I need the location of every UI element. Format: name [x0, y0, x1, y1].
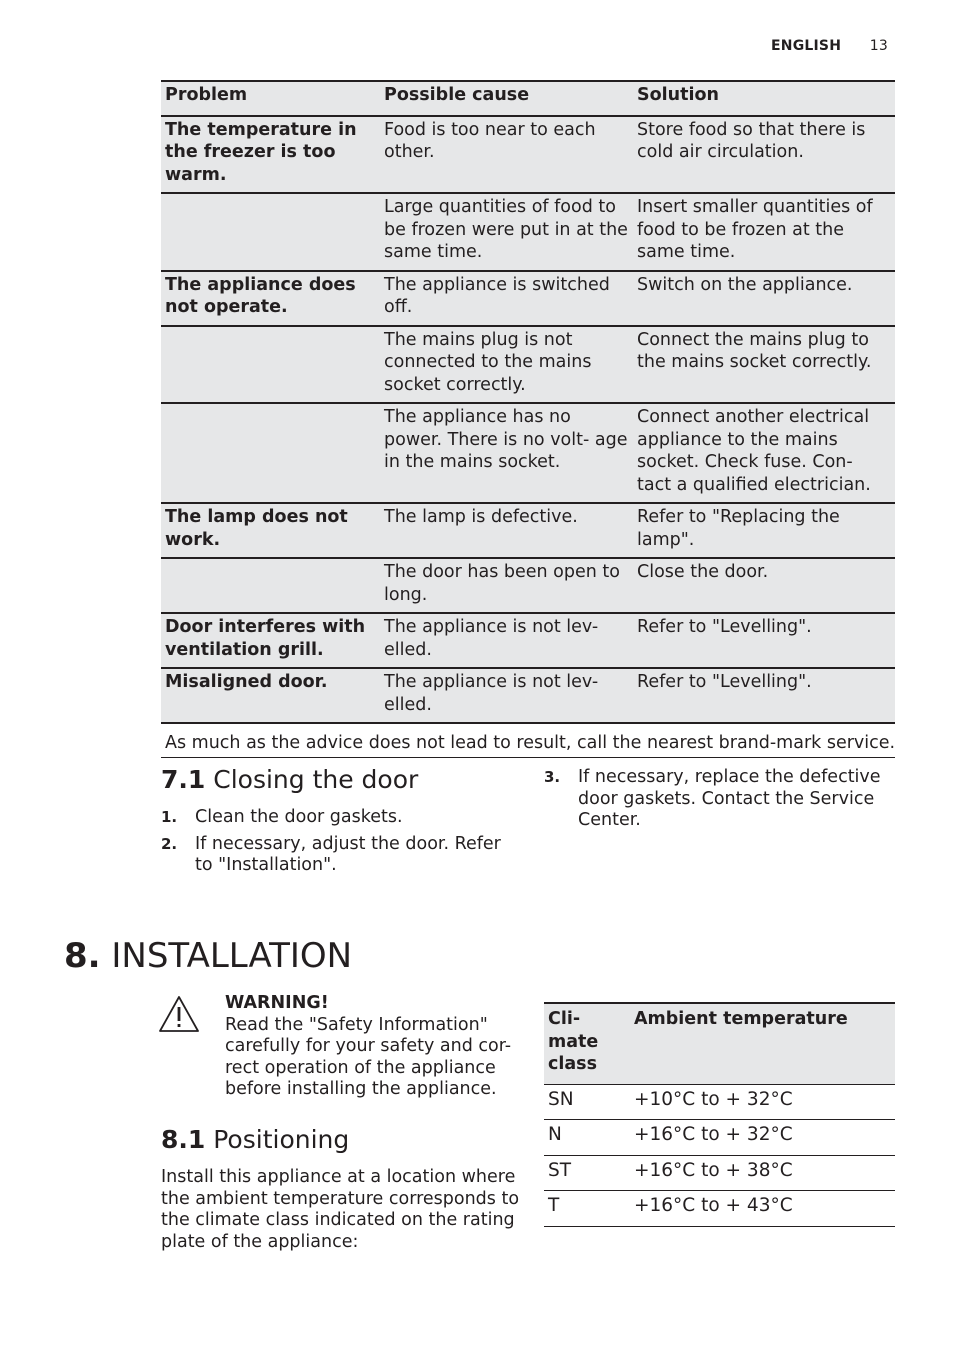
section-number: 8.1: [161, 1125, 206, 1154]
step-number: 1.: [161, 808, 178, 826]
steps-list-left: [161, 807, 501, 882]
temperature-cell: +16°C to + 38°C: [630, 1155, 895, 1191]
step-number: 2.: [161, 834, 178, 853]
climate-class-cell: ST: [544, 1155, 630, 1191]
chapter-title: INSTALLATION: [111, 936, 353, 976]
problem-cell: The lamp does not work.: [161, 503, 380, 558]
page-header: [771, 38, 888, 54]
list-item: [544, 767, 884, 832]
table-row: [161, 326, 895, 404]
header-ambient-temperature: Ambient temperature: [630, 1003, 895, 1084]
section-title: Positioning: [213, 1125, 350, 1154]
step-text: If necessary, replace the defective door gaskets. Contact the Service Center.: [578, 767, 881, 830]
climate-class-cell: T: [544, 1191, 630, 1227]
table-row: [544, 1120, 895, 1156]
cause-cell: The appliance has no power. There is no volt- age in the mains socket.: [380, 403, 633, 503]
temperature-cell: +10°C to + 32°C: [630, 1084, 895, 1120]
header-cause: Possible cause: [380, 81, 633, 116]
problem-cell: Misaligned door.: [161, 668, 380, 723]
table-row: [544, 1191, 895, 1227]
service-note: As much as the advice does not lead to result, call the nearest brand-mark service.: [161, 729, 895, 758]
cause-cell: Large quantities of food to be frozen were put in at the same time.: [380, 193, 633, 271]
positioning-text: Install this appliance at a location where the ambient temperature corresponds to the climate class indicated on the rating plate of the appliance:: [161, 1167, 520, 1252]
cause-cell: The mains plug is not connected to the mains socket correctly.: [380, 326, 633, 404]
table-header-row: [161, 81, 895, 116]
climate-class-cell: SN: [544, 1084, 630, 1120]
language-label: ENGLISH: [771, 38, 842, 54]
problem-cell: [161, 403, 380, 503]
cause-cell: The appliance is switched off.: [380, 271, 633, 326]
temperature-cell: +16°C to + 43°C: [630, 1191, 895, 1227]
problem-cell: The appliance does not operate.: [161, 271, 380, 326]
solution-cell: Connect the mains plug to the mains socket correctly.: [633, 326, 895, 404]
table-row: [161, 503, 895, 558]
section-8-1-heading: [161, 1125, 349, 1154]
table-row: [161, 271, 895, 326]
section-7-1-heading: [161, 765, 418, 794]
solution-cell: Refer to "Levelling".: [633, 613, 895, 668]
cause-cell: The appliance is not lev- elled.: [380, 668, 633, 723]
warning-text: Read the "Safety Information" carefully for your safety and cor- rect operation of the appliance before installing the appliance.: [225, 1014, 512, 1099]
troubleshooting-table: [161, 80, 895, 724]
problem-cell: [161, 326, 380, 404]
chapter-heading: [64, 936, 352, 976]
warning-title: WARNING!: [225, 993, 329, 1013]
cause-cell: Food is too near to each other.: [380, 116, 633, 194]
steps-list-right: [544, 767, 884, 837]
temperature-cell: +16°C to + 32°C: [630, 1120, 895, 1156]
warning-box: [225, 993, 525, 1101]
list-item: [161, 834, 501, 877]
solution-cell: Connect another electrical appliance to the mains socket. Check fuse. Con- tact a qualified electrician.: [633, 403, 895, 503]
table-row: [161, 193, 895, 271]
chapter-number: 8.: [64, 936, 101, 976]
header-climate-class: Cli- mate class: [544, 1003, 630, 1084]
table-row: [161, 558, 895, 613]
section-number: 7.1: [161, 765, 206, 794]
header-problem: Problem: [161, 81, 380, 116]
problem-cell: Door interferes with ventilation grill.: [161, 613, 380, 668]
solution-cell: Insert smaller quantities of food to be frozen at the same time.: [633, 193, 895, 271]
cause-cell: The appliance is not lev- elled.: [380, 613, 633, 668]
problem-cell: [161, 193, 380, 271]
solution-cell: Switch on the appliance.: [633, 271, 895, 326]
table-row: [161, 116, 895, 194]
list-item: [161, 807, 501, 829]
solution-cell: Refer to "Levelling".: [633, 668, 895, 723]
climate-class-table: [544, 1002, 895, 1227]
warning-triangle-icon: [158, 995, 200, 1033]
table-row: [161, 403, 895, 503]
page-number: 13: [869, 38, 888, 54]
table-row: [161, 668, 895, 723]
table-row: [544, 1084, 895, 1120]
step-text: If necessary, adjust the door. Refer to "Installation".: [195, 833, 501, 875]
solution-cell: Refer to "Replacing the lamp".: [633, 503, 895, 558]
problem-cell: [161, 558, 380, 613]
problem-cell: The temperature in the freezer is too warm.: [161, 116, 380, 194]
climate-class-cell: N: [544, 1120, 630, 1156]
table-row: [161, 613, 895, 668]
header-solution: Solution: [633, 81, 895, 116]
step-text: Clean the door gaskets.: [195, 807, 403, 827]
table-row: [544, 1155, 895, 1191]
step-number: 3.: [544, 768, 561, 786]
cause-cell: The lamp is defective.: [380, 503, 633, 558]
solution-cell: Store food so that there is cold air circulation.: [633, 116, 895, 194]
table-header-row: [544, 1003, 895, 1084]
section-title: Closing the door: [213, 765, 419, 794]
cause-cell: The door has been open to long.: [380, 558, 633, 613]
solution-cell: Close the door.: [633, 558, 895, 613]
